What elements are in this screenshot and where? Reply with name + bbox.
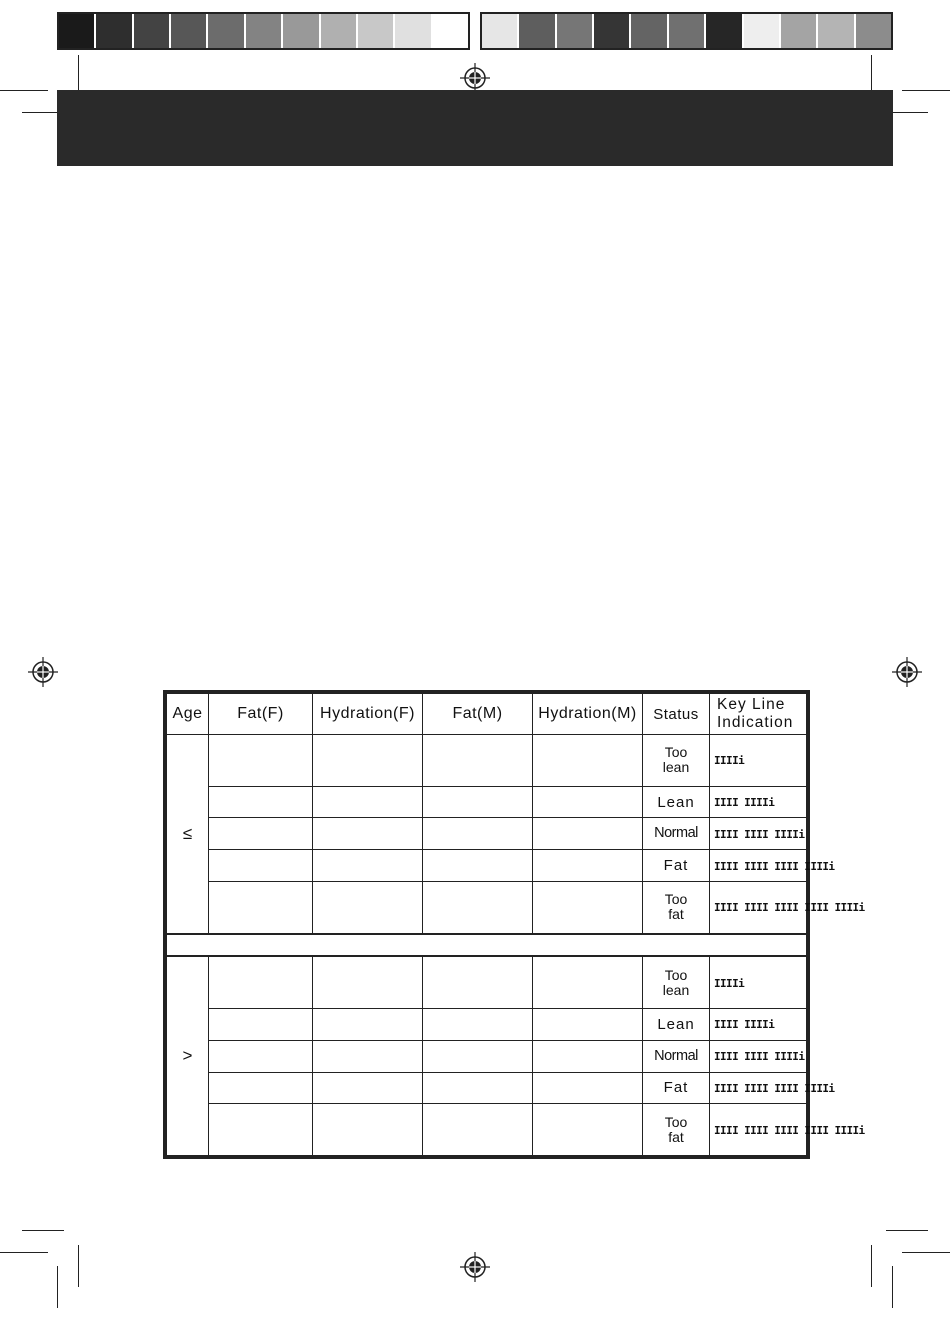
crop-mark <box>0 1252 48 1253</box>
header-fat-f: Fat(F) <box>209 694 313 735</box>
table-cell <box>313 786 423 818</box>
header-band <box>57 90 893 166</box>
table-cell <box>313 850 423 882</box>
age-cell: ≤ <box>167 735 209 934</box>
crop-mark <box>0 90 48 91</box>
key-line-cell <box>710 786 807 818</box>
color-swatch <box>594 14 631 48</box>
table-cell <box>423 786 533 818</box>
table-row <box>167 1040 807 1072</box>
table-cell <box>423 1040 533 1072</box>
status-cell: Fat <box>643 1072 710 1104</box>
color-swatch <box>706 14 743 48</box>
status-line-2: fat <box>668 1128 684 1145</box>
table-row <box>167 786 807 818</box>
age-cell: > <box>167 956 209 1156</box>
key-line-indicator: IIII IIII IIIIi <box>714 1050 805 1064</box>
color-swatch <box>781 14 818 48</box>
color-swatch <box>358 14 395 48</box>
registration-mark-icon <box>460 1252 490 1282</box>
key-line-cell <box>710 1009 807 1041</box>
color-swatch <box>208 14 245 48</box>
table-cell <box>423 956 533 1009</box>
status-line-2: fat <box>668 906 684 923</box>
key-line-indicator: IIIIi <box>714 976 745 990</box>
key-line-indicator: IIII IIII IIII IIII IIIIi <box>714 1123 865 1137</box>
key-line-indicator: IIII IIIIi <box>714 796 775 810</box>
table-cell <box>313 1009 423 1041</box>
key-line-indicator: IIII IIII IIII IIII IIIIi <box>714 901 865 915</box>
table-cell <box>209 1040 313 1072</box>
table-cell <box>209 881 313 934</box>
separator-cell <box>167 934 807 956</box>
color-swatch <box>283 14 320 48</box>
status-line-1: Too <box>664 744 688 761</box>
color-swatch <box>519 14 556 48</box>
key-line-cell <box>710 818 807 850</box>
color-calibration-bar-right <box>480 12 893 50</box>
key-line-cell <box>710 1104 865 1156</box>
crop-mark <box>892 1266 893 1308</box>
table-cell <box>313 1072 423 1104</box>
registration-mark-icon <box>460 63 490 93</box>
table-cell <box>423 1072 533 1104</box>
group-separator-row <box>167 934 807 956</box>
status-cell <box>643 735 710 787</box>
status-line-1: Too <box>664 891 688 908</box>
table-cell <box>533 735 643 787</box>
color-swatch <box>631 14 668 48</box>
table-row <box>167 881 807 934</box>
table-cell <box>423 850 533 882</box>
table-row <box>167 850 807 882</box>
key-line-cell <box>710 850 835 882</box>
table-cell <box>423 818 533 850</box>
header-key-line-2: Indication <box>717 714 794 731</box>
table-row <box>167 1072 807 1104</box>
color-calibration-bar-left <box>57 12 470 50</box>
table-cell <box>209 1009 313 1041</box>
color-swatch <box>321 14 358 48</box>
status-line-2: lean <box>662 759 690 776</box>
status-cell: Lean <box>643 786 710 818</box>
key-line-cell <box>710 881 865 934</box>
key-line-indicator: IIII IIIIi <box>714 1018 775 1032</box>
color-swatch <box>818 14 855 48</box>
header-hydration-f: Hydration(F) <box>313 694 423 735</box>
key-line-indicator: IIIIi <box>714 754 745 768</box>
color-swatch <box>482 14 519 48</box>
table-cell <box>423 1009 533 1041</box>
crop-mark <box>78 1245 79 1287</box>
crop-mark <box>902 1252 950 1253</box>
color-swatch <box>744 14 781 48</box>
color-swatch <box>856 14 891 48</box>
table-cell <box>423 881 533 934</box>
table-cell <box>313 881 423 934</box>
table-cell <box>209 956 313 1009</box>
table-row <box>167 818 807 850</box>
table-row <box>167 1104 807 1156</box>
table-cell <box>209 850 313 882</box>
status-cell: Normal <box>643 1040 710 1072</box>
table-cell <box>533 1040 643 1072</box>
color-swatch <box>557 14 594 48</box>
table-row <box>167 735 807 787</box>
table-cell <box>209 1072 313 1104</box>
status-cell <box>643 956 710 1009</box>
color-swatch <box>246 14 283 48</box>
registration-mark-icon <box>28 657 58 687</box>
key-line-cell <box>710 956 807 1009</box>
table-cell <box>313 735 423 787</box>
table-row <box>167 1009 807 1041</box>
table-cell <box>533 818 643 850</box>
table-cell <box>313 818 423 850</box>
status-line-2: lean <box>662 981 690 998</box>
table-cell <box>423 1104 533 1156</box>
key-line-cell <box>710 735 807 787</box>
status-cell: Normal <box>643 818 710 850</box>
header-key-line-1: Key Line <box>717 696 786 713</box>
table-cell <box>533 1104 643 1156</box>
color-swatch <box>134 14 171 48</box>
table-header-row <box>167 694 807 735</box>
crop-mark <box>57 1266 58 1308</box>
color-swatch <box>171 14 208 48</box>
color-swatch <box>59 14 96 48</box>
table-cell <box>533 850 643 882</box>
table-cell <box>533 1009 643 1041</box>
table-cell <box>209 786 313 818</box>
header-fat-m: Fat(M) <box>423 694 533 735</box>
crop-mark <box>886 1230 928 1231</box>
header-age: Age <box>167 694 209 735</box>
status-line-1: Too <box>664 1113 688 1130</box>
status-line-1: Too <box>664 966 688 983</box>
table-cell <box>423 735 533 787</box>
header-status: Status <box>643 694 710 735</box>
table-cell <box>209 818 313 850</box>
table-cell <box>313 956 423 1009</box>
registration-mark-icon <box>892 657 922 687</box>
table-cell <box>209 735 313 787</box>
status-cell <box>643 1104 710 1156</box>
table-cell <box>533 956 643 1009</box>
table-row <box>167 956 807 1009</box>
key-line-cell <box>710 1040 807 1072</box>
key-line-indicator: IIII IIII IIII IIIIi <box>714 1081 835 1095</box>
key-line-indicator: IIII IIII IIII IIIIi <box>714 859 835 873</box>
status-cell: Lean <box>643 1009 710 1041</box>
color-swatch <box>433 14 468 48</box>
color-swatch <box>96 14 133 48</box>
color-swatch <box>669 14 706 48</box>
table-cell <box>313 1040 423 1072</box>
body-composition-table <box>163 690 865 1159</box>
table-cell <box>533 881 643 934</box>
crop-mark <box>902 90 950 91</box>
header-key-line <box>710 694 807 735</box>
key-line-cell <box>710 1072 835 1104</box>
status-cell: Fat <box>643 850 710 882</box>
table-cell <box>313 1104 423 1156</box>
crop-mark <box>22 1230 64 1231</box>
table-cell <box>533 1072 643 1104</box>
header-hydration-m: Hydration(M) <box>533 694 643 735</box>
key-line-indicator: IIII IIII IIIIi <box>714 827 805 841</box>
table-cell <box>209 1104 313 1156</box>
crop-mark <box>871 1245 872 1287</box>
color-swatch <box>395 14 432 48</box>
table-cell <box>533 786 643 818</box>
status-cell <box>643 881 710 934</box>
